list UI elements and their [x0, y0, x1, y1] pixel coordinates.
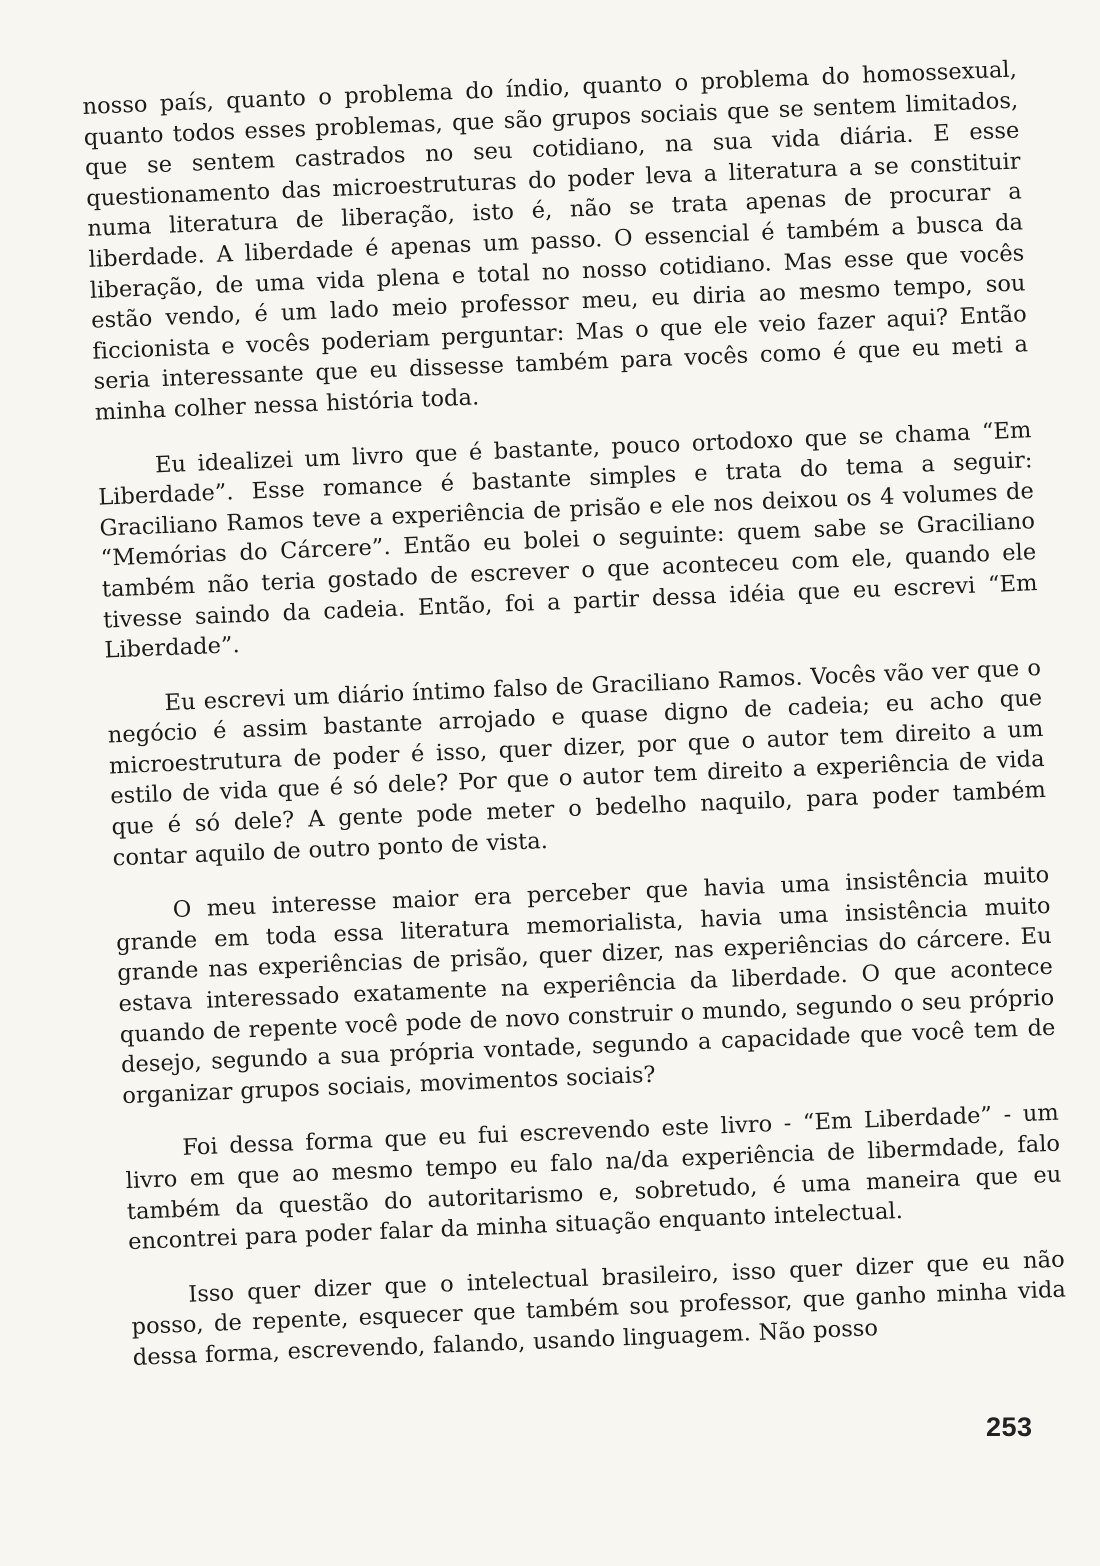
paragraph-forma-livro: Foi dessa forma que eu fui escrevendo este livro - “Em Liberdade” - um livro em que ao mesmo tempo eu falo na/da experiência de libermdade, falo também da questão do autoritarismo e, sobretudo, é uma maneira que eu encontrei para poder falar da minha situação enquanto intelectual. [125, 1100, 1062, 1256]
paragraph-em-liberdade-intro: Eu idealizei um livro que é bastante, pouco ortodoxo que se chama “Em Liberdade”. Esse romance é bastante simples e trata do tema a seguir: Graciliano Ramos teve a experiência de prisão e ele nos deixou os 4 volumes de “Memórias do Cárcere”. Então eu bolei o seguinte: quem sabe se Graciliano também não teria gostado de escrever o que aconteceu com ele, quando ele tivesse saindo da cadeia. Então, foi a partir dessa idéia que eu escrevi “Em Liberdade”. [97, 416, 1038, 664]
paragraph-continuation: nosso país, quanto o problema do índio, quanto o problema do homossexual, quanto todos esses problemas, que são grupos sociais que se sentem limitados, que se sentem castrados no seu cotidiano, na sua vida diária. E esse questionamento das microestruturas do poder leva a literatura a se constituir numa literatura de liberação, isto é, não se trata apenas de procurar a liberdade. A liberdade é apenas um passo. O essencial é também a busca da liberação, de uma vida plena e total no nosso cotidiano. Mas esse que vocês estão vendo, é um lado meio professor meu, eu diria ao mesmo tempo, sou ficcionista e vocês poderiam perguntar: Mas o que ele veio fazer aqui? Então seria interessante que eu dissesse também para vocês como é que eu meti a minha colher nessa história toda. [82, 56, 1029, 426]
page-number: 253 [986, 1412, 1033, 1442]
paragraph-intelectual-brasileiro: Isso quer dizer que o intelectual brasileiro, isso quer dizer que eu não posso, de repente, esquecer que também sou professor, que ganho minha vida dessa forma, escrevendo, falando, usando linguagem. Não posso [131, 1246, 1067, 1371]
page-body-text [82, 54, 1068, 1373]
paragraph-interesse-maior: O meu interesse maior era perceber que havia uma insistência muito grande em toda essa literatura memorialista, havia uma insistência muito grande nas experiências de prisão, quer dizer, nas experiências do cárcere. Eu estava interessado exatamente na experiência da liberdade. O que acontece quando de repente você pode de novo construir o mundo, segundo o seu próprio desejo, segundo a sua própria vontade, segundo a capacidade que você tem de organizar grupos sociais, movimentos sociais? [115, 862, 1056, 1109]
paragraph-diario-intimo: Eu escrevi um diário íntimo falso de Graciliano Ramos. Vocês vão ver que o negócio é assim bastante arrojado e quase digno de cadeia; eu acho que microestrutura de poder é isso, quer dizer, por que o autor tem direito a um estilo de vida que é só dele? Por que o autor tem direito a experiência de vida que é só dele? A gente pode meter o bedelho naquilo, para poder também contar aquilo de outro ponto de vista. [107, 654, 1047, 872]
